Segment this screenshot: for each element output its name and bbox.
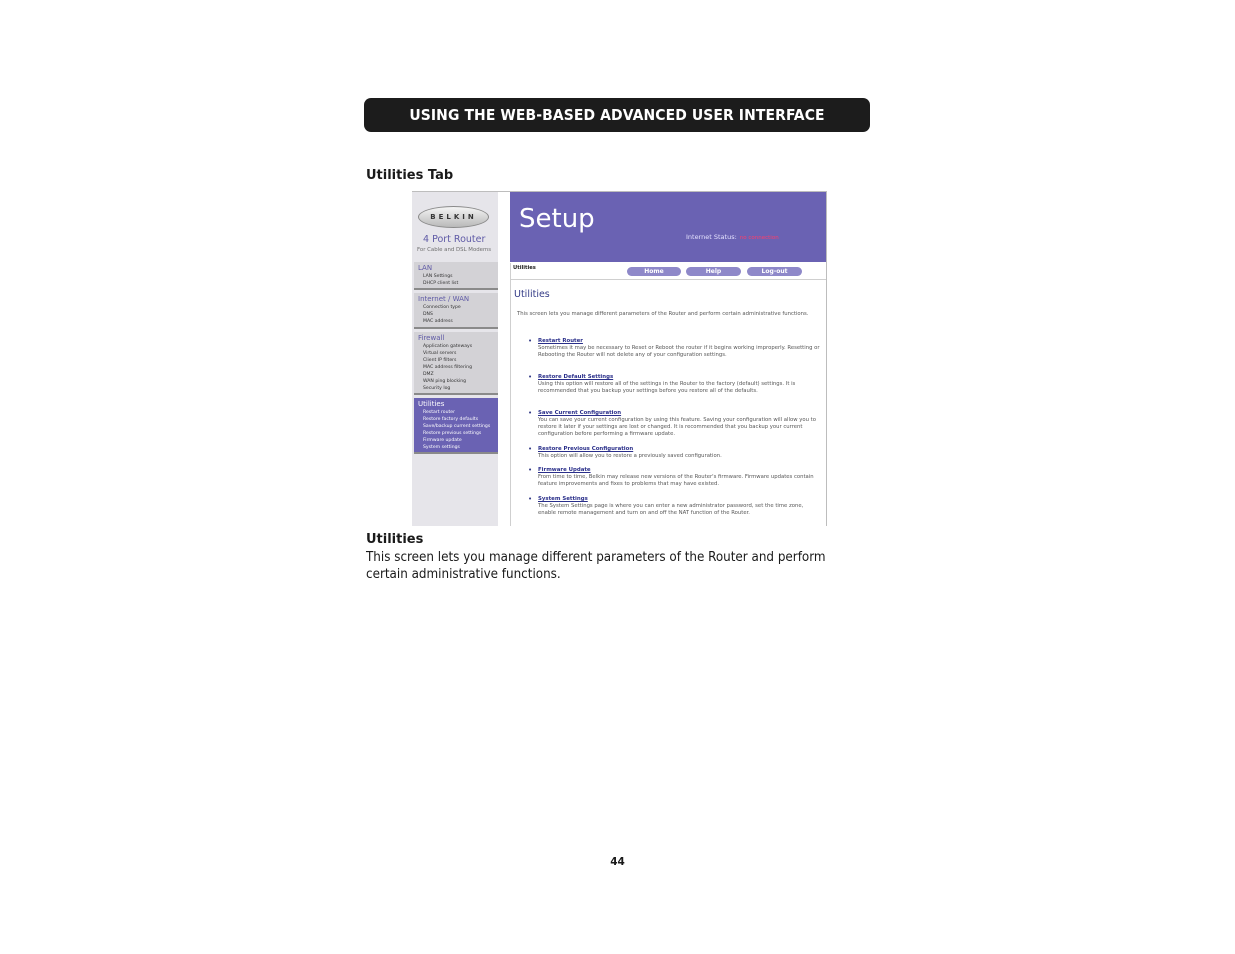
nav-item-dns[interactable]: DNS <box>423 312 433 317</box>
item-description: You can save your current configuration by using this feature. Saving your configuration will allow you to restore it later if your settings are lost or changed. It is recommended that you backup your current configuration before performing a firmware update. <box>538 417 816 438</box>
section-title: Utilities Tab <box>366 168 454 183</box>
subheading: Utilities <box>366 532 424 547</box>
nav-group-utilities <box>414 398 498 454</box>
nav-group-firewall <box>414 332 498 395</box>
nav-item-dmz[interactable]: DMZ <box>423 372 434 377</box>
setup-title: Setup <box>519 204 595 234</box>
nav-item-restart-router[interactable]: Restart router <box>423 410 455 415</box>
nav-item-mac-address[interactable]: MAC address <box>423 319 453 324</box>
nav-item-client-ip-filters[interactable]: Client IP filters <box>423 358 457 363</box>
restore-previous-configuration-link[interactable]: Restore Previous Configuration <box>538 446 634 452</box>
belkin-logo: BELKIN <box>418 206 489 228</box>
restore-default-settings-link[interactable]: Restore Default Settings <box>538 374 614 380</box>
nav-item-system-settings[interactable]: System settings <box>423 445 460 450</box>
divider <box>511 279 826 280</box>
body-paragraph: This screen lets you manage different parameters of the Router and perform certain administrative functions. <box>366 550 826 582</box>
nav-group-title[interactable]: LAN <box>418 264 433 272</box>
nav-group-title[interactable]: Internet / WAN <box>418 295 470 303</box>
nav-item-connection-type[interactable]: Connection type <box>423 305 461 310</box>
content-pane <box>510 263 826 526</box>
setup-header <box>510 192 826 262</box>
logout-button[interactable]: Log-out <box>747 267 802 276</box>
status-value: no connection <box>739 235 779 241</box>
bullet-icon: • <box>528 495 533 503</box>
bullet-icon: • <box>528 445 533 453</box>
help-button[interactable]: Help <box>686 267 741 276</box>
nav-item-restore-previous-settings[interactable]: Restore previous settings <box>423 431 482 436</box>
item-description: This option will allow you to restore a previously saved configuration. <box>538 453 722 459</box>
bullet-icon: • <box>528 466 533 474</box>
save-current-configuration-link[interactable]: Save Current Configuration <box>538 410 622 416</box>
system-settings-link[interactable]: System Settings <box>538 496 588 502</box>
nav-item-application-gateways[interactable]: Application gateways <box>423 344 473 349</box>
nav-item-wan-ping-blocking[interactable]: WAN ping blocking <box>423 379 467 384</box>
intro-text: This screen lets you manage different parameters of the Router and perform certain administrative functions. <box>517 311 809 317</box>
nav-item-virtual-servers[interactable]: Virtual servers <box>423 351 457 356</box>
nav-group-internet-wan <box>414 293 498 329</box>
restart-router-link[interactable]: Restart Router <box>538 338 583 344</box>
content-title: Utilities <box>514 289 550 300</box>
status-label: Internet Status: <box>686 233 737 241</box>
nav-group-title[interactable]: Utilities <box>418 400 445 408</box>
nav-item-security-log[interactable]: Security log <box>423 386 451 391</box>
router-subtitle: For Cable and DSL Modems <box>417 247 492 253</box>
chapter-banner: USING THE WEB-BASED ADVANCED USER INTERFACE <box>364 98 870 132</box>
sidebar <box>412 192 498 526</box>
bullet-icon: • <box>528 373 533 381</box>
breadcrumb: Utilities <box>513 265 536 271</box>
nav-item-mac-address-filtering[interactable]: MAC address filtering <box>423 365 472 370</box>
nav-group-lan <box>414 262 498 290</box>
item-description: The System Settings page is where you can enter a new administrator password, set the time zone, enable remote management and turn on and off the NAT function of the Router. <box>538 503 804 517</box>
nav-item-save-backup-settings[interactable]: Save/backup current settings <box>423 424 491 429</box>
item-description: From time to time, Belkin may release new versions of the Router's firmware. Firmware updates contain feature improvements and fixes to problems that may have existed. <box>538 474 814 488</box>
item-description: Sometimes it may be necessary to Reset or Reboot the router if it begins working improperly. Resetting or Rebooting the Router will not delete any of your configuration settings. <box>538 345 820 359</box>
nav-item-dhcp-client-list[interactable]: DHCP client list <box>423 281 459 286</box>
nav-item-restore-factory-defaults[interactable]: Restore factory defaults <box>423 417 479 422</box>
router-name: 4 Port Router <box>423 234 486 245</box>
nav-item-lan-settings[interactable]: LAN Settings <box>423 274 453 279</box>
home-button[interactable]: Home <box>627 267 681 276</box>
page-number: 44 <box>610 856 625 868</box>
firmware-update-link[interactable]: Firmware Update <box>538 467 591 473</box>
item-description: Using this option will restore all of the settings in the Router to the factory (default) settings. It is recommended that you backup your settings before you restore all of the defaults. <box>538 381 796 395</box>
nav-group-title[interactable]: Firewall <box>418 334 445 342</box>
internet-status <box>686 233 779 241</box>
router-ui-screenshot <box>412 191 827 526</box>
nav-item-firmware-update[interactable]: Firmware update <box>423 438 462 443</box>
bullet-icon: • <box>528 337 533 345</box>
bullet-icon: • <box>528 409 533 417</box>
